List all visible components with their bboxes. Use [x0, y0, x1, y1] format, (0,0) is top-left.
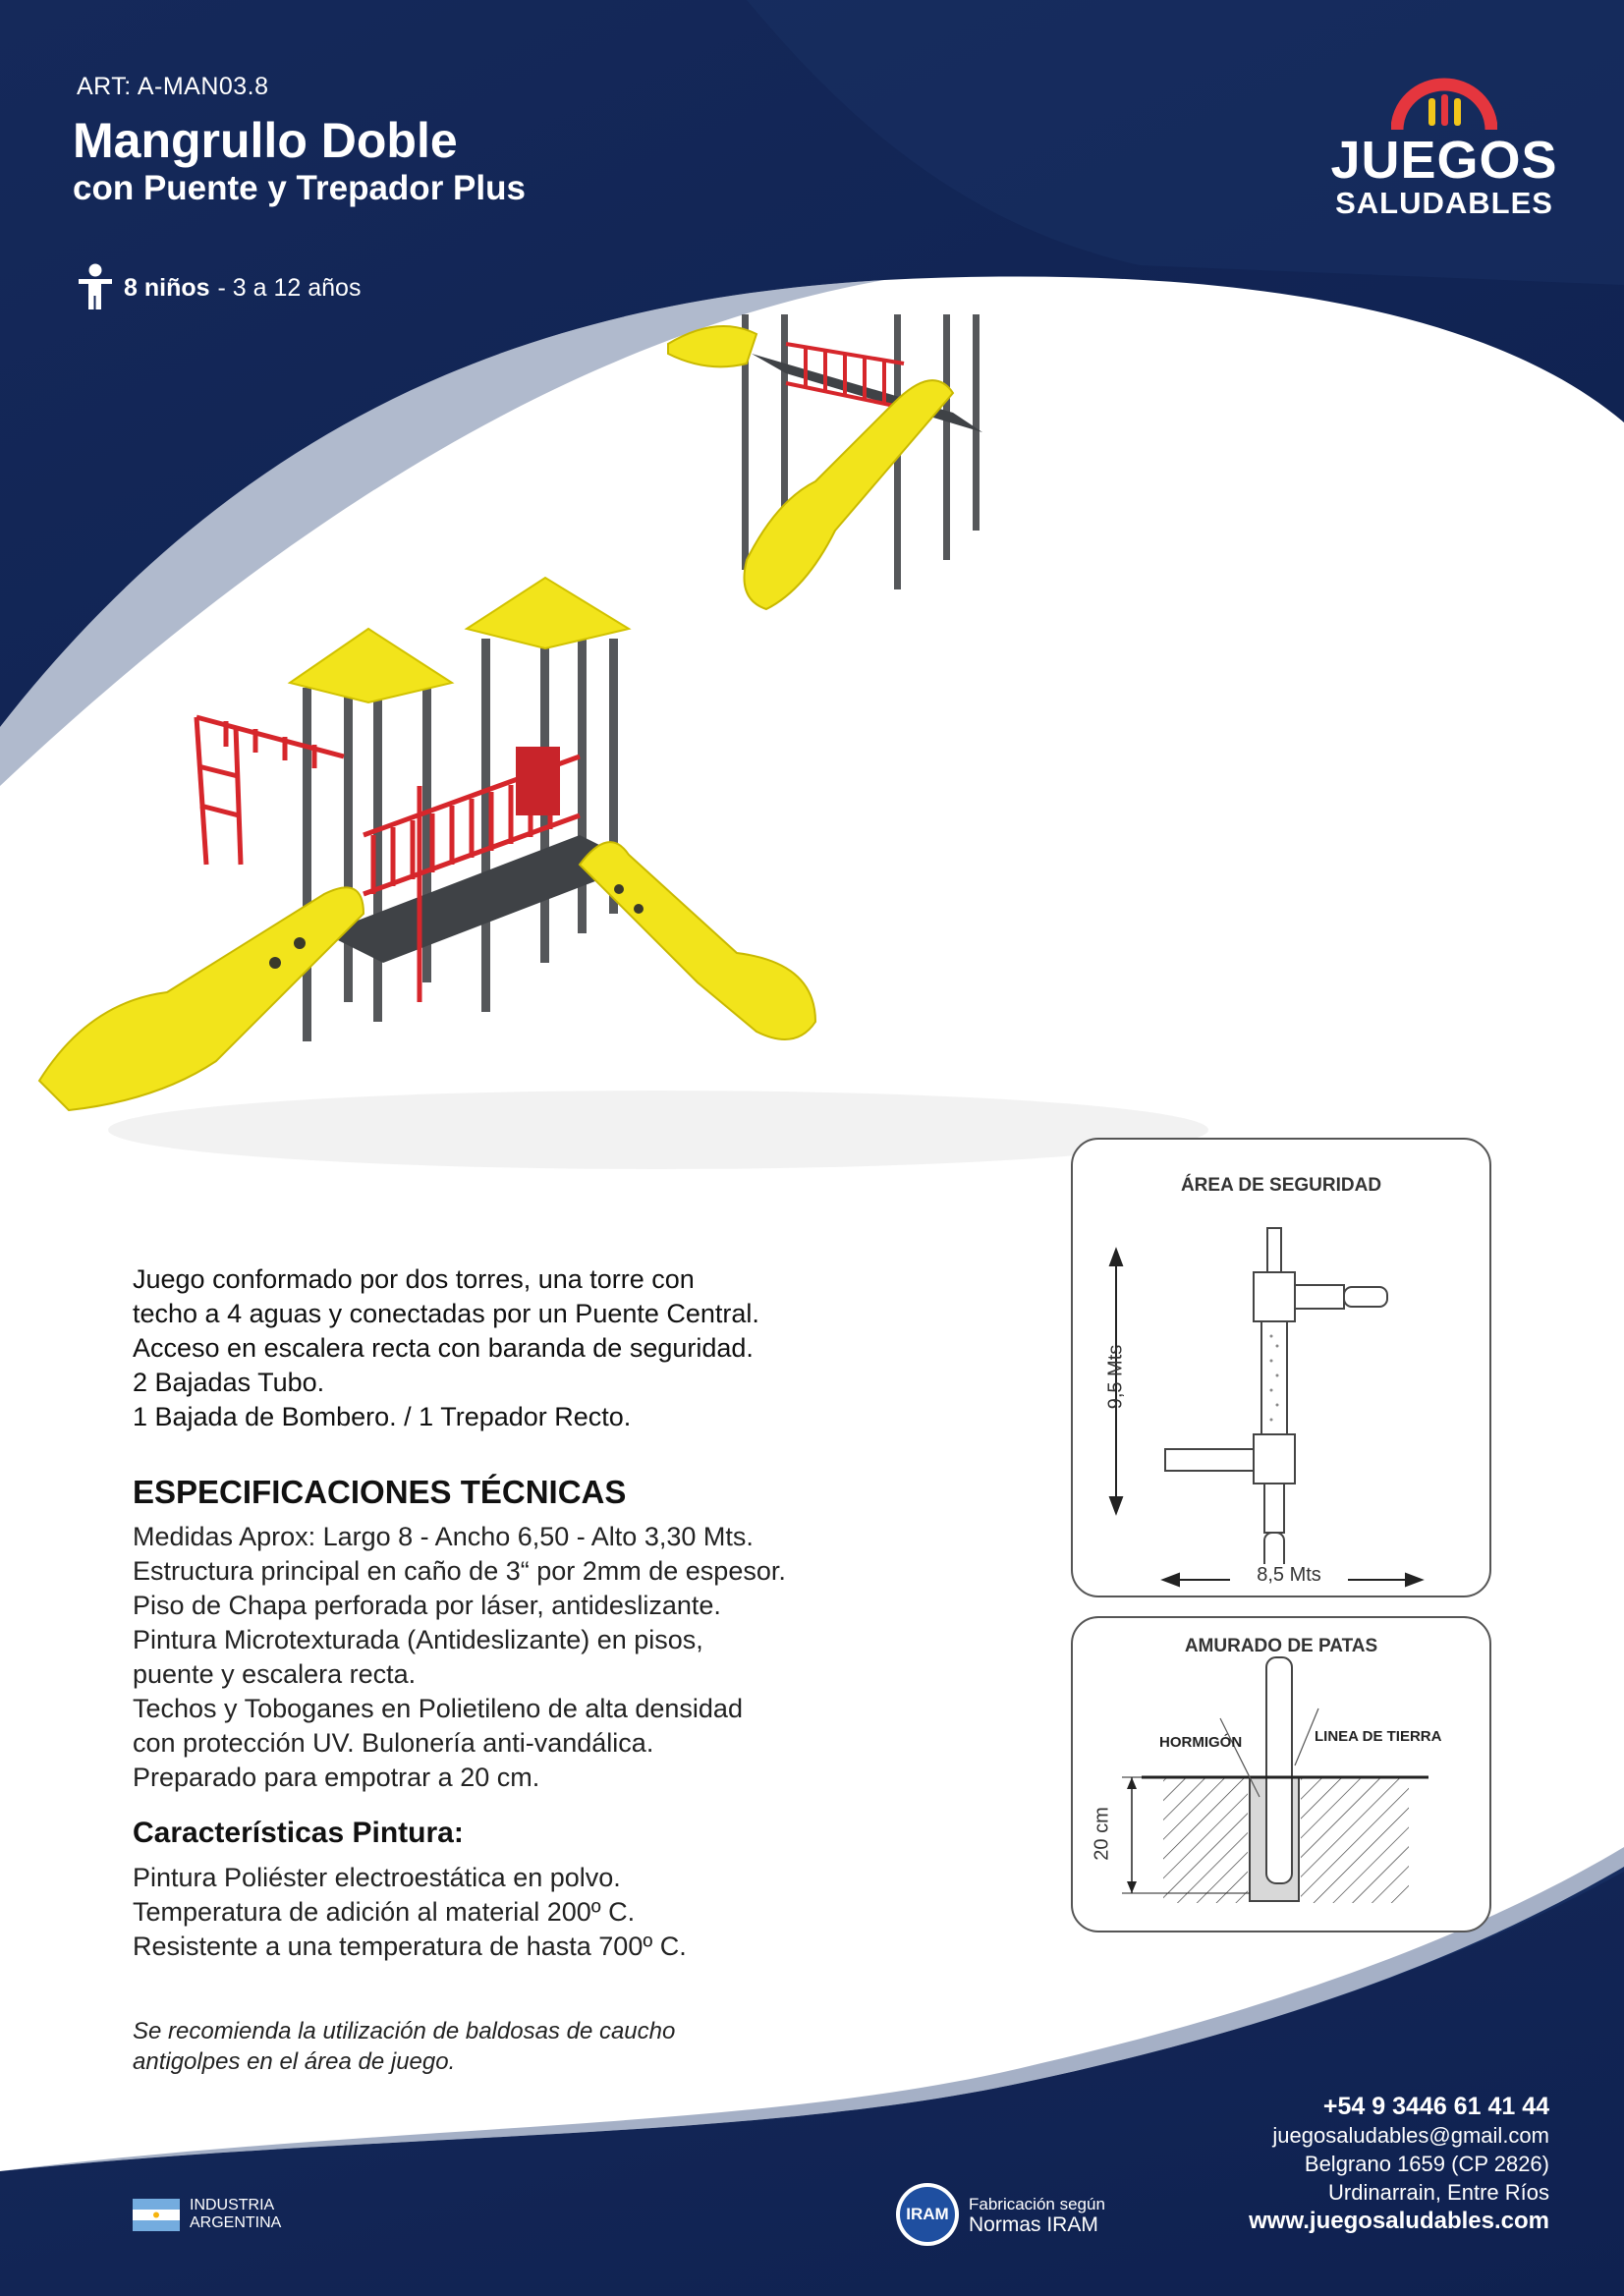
- paint-line: Temperatura de adición al material 200º C.: [133, 1897, 636, 1927]
- spec-line: Pintura Microtexturada (Antideslizante) en pisos,: [133, 1625, 703, 1654]
- article-number: A-MAN03.8: [137, 73, 269, 100]
- city-address: Urdinarrain, Entre Ríos: [1328, 2180, 1549, 2205]
- spec-line: Medidas Aprox: Largo 8 - Ancho 6,50 - Alto 3,30 Mts.: [133, 1522, 754, 1551]
- description-line: Juego conformado por dos torres, una torre con: [133, 1264, 695, 1294]
- depth-label: 20 cm: [1091, 1807, 1113, 1861]
- spec-line: con protección UV. Bulonería anti-vandálica.: [133, 1728, 654, 1758]
- specs-list: [133, 1520, 919, 1795]
- anchoring-diagram: [1073, 1618, 1489, 1931]
- email-address[interactable]: juegosaludables@gmail.com: [1272, 2123, 1549, 2148]
- paint-heading: Características Pintura:: [133, 1817, 464, 1849]
- contact-info: [1249, 2093, 1549, 2235]
- capacity-info: [77, 263, 361, 312]
- article-prefix: ART:: [77, 73, 132, 100]
- logo-arch-icon: [1391, 77, 1497, 132]
- iram-badge-text: IRAM: [900, 2187, 955, 2242]
- website-link[interactable]: www.juegosaludables.com: [1249, 2208, 1549, 2234]
- street-address: Belgrano 1659 (CP 2826): [1304, 2152, 1549, 2176]
- description-line: 1 Bajada de Bombero. / 1 Trepador Recto.: [133, 1402, 632, 1431]
- spec-line: Techos y Toboganes en Polietileno de alta densidad: [133, 1694, 743, 1723]
- front-playset: [39, 578, 1208, 1169]
- spec-line: puente y escalera recta.: [133, 1659, 417, 1689]
- concrete-label: HORMIGÓN: [1159, 1734, 1243, 1751]
- note-line: antigolpes en el área de juego.: [133, 2048, 456, 2075]
- kids-count: 8 niños: [124, 273, 210, 302]
- anchoring-title: AMURADO DE PATAS: [1184, 1636, 1378, 1656]
- recommendation-note: [133, 2016, 675, 2077]
- argentina-flag-icon: [133, 2199, 180, 2231]
- paint-list: [133, 1861, 687, 1964]
- iram-certification: [896, 2183, 1105, 2246]
- brand-logo: [1326, 77, 1562, 220]
- description-line: Acceso en escalera recta con baranda de seguridad.: [133, 1333, 754, 1363]
- anchoring-box: [1071, 1616, 1491, 1932]
- ground-line-label: LINEA DE TIERRA: [1315, 1728, 1442, 1745]
- phone-number[interactable]: +54 9 3446 61 41 44: [1322, 2093, 1549, 2120]
- iram-line1: Fabricación según: [969, 2195, 1105, 2213]
- safety-area-box: [1071, 1138, 1491, 1597]
- spec-line: Estructura principal en caño de 3“ por 2mm de espesor.: [133, 1556, 786, 1586]
- product-title: Mangrullo Doble: [73, 113, 458, 168]
- child-icon: [77, 263, 114, 312]
- industry-line1: INDUSTRIA: [190, 2197, 275, 2213]
- specs-heading: ESPECIFICACIONES TÉCNICAS: [133, 1474, 627, 1510]
- article-code: [77, 73, 269, 101]
- product-illustration: [29, 314, 1542, 1238]
- spec-line: Piso de Chapa perforada por láser, antideslizante.: [133, 1591, 721, 1620]
- industria-argentina: [133, 2197, 281, 2232]
- spec-line: Preparado para empotrar a 20 cm.: [133, 1763, 540, 1792]
- safety-area-diagram: [1073, 1140, 1489, 1596]
- iram-badge-icon: [896, 2183, 959, 2246]
- width-label: 8,5 Mts: [1230, 1564, 1348, 1587]
- back-playset: [668, 314, 997, 609]
- industry-line2: ARGENTINA: [190, 2214, 282, 2231]
- description-line: 2 Bajadas Tubo.: [133, 1368, 325, 1397]
- product-subtitle: con Puente y Trepador Plus: [73, 169, 526, 207]
- description-line: techo a 4 aguas y conectadas por un Puente Central.: [133, 1299, 759, 1328]
- logo-word-juegos: JUEGOS: [1330, 131, 1558, 190]
- paint-line: Resistente a una temperatura de hasta 700º C.: [133, 1932, 687, 1961]
- logo-word-saludables: SALUDABLES: [1335, 186, 1553, 220]
- kids-ages: - 3 a 12 años: [217, 273, 362, 302]
- height-label: 9,5 Mts: [1104, 1344, 1127, 1410]
- product-description: [133, 1262, 899, 1434]
- safety-area-title: ÁREA DE SEGURIDAD: [1180, 1175, 1382, 1196]
- paint-line: Pintura Poliéster electroestática en polvo.: [133, 1863, 621, 1892]
- iram-line2: Normas IRAM: [969, 2213, 1098, 2236]
- note-line: Se recomienda la utilización de baldosas de caucho: [133, 2018, 676, 2044]
